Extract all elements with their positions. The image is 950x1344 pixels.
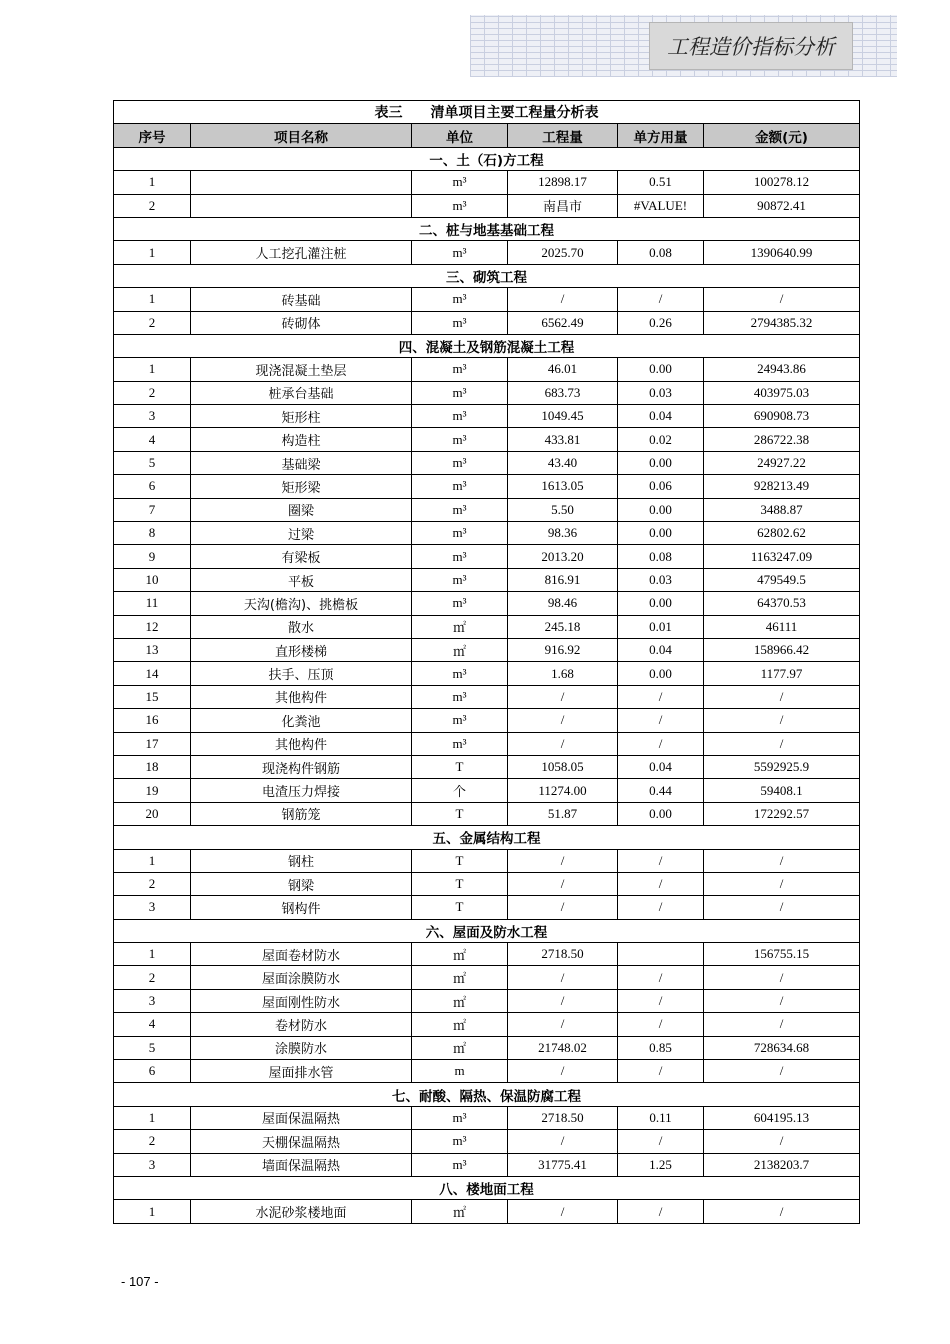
cell-item-name: 其他构件 [191, 685, 412, 708]
cell-unit: m³ [412, 1106, 508, 1129]
cell-row-index: 2 [114, 381, 191, 404]
cell-row-index: 11 [114, 592, 191, 615]
cell-amount: 286722.38 [704, 428, 860, 451]
table-row [114, 311, 860, 334]
cell-row-index: 16 [114, 709, 191, 732]
table-row [114, 428, 860, 451]
cell-unit: ㎡ [412, 615, 508, 638]
cell-unit-usage: 0.02 [618, 428, 704, 451]
cell-amount: / [704, 709, 860, 732]
cell-row-index: 17 [114, 732, 191, 755]
cell-item-name: 扶手、压顶 [191, 662, 412, 685]
cell-item-name: 构造柱 [191, 428, 412, 451]
cell-row-index: 8 [114, 522, 191, 545]
cell-unit-usage: 0.00 [618, 662, 704, 685]
cell-unit: m³ [412, 405, 508, 428]
table-row [114, 943, 860, 966]
cell-item-name: 砖砌体 [191, 311, 412, 334]
cell-quantity: / [508, 989, 618, 1012]
cell-quantity: 245.18 [508, 615, 618, 638]
table-row [114, 1153, 860, 1176]
cell-quantity: 51.87 [508, 802, 618, 825]
section-title: 五、金属结构工程 [114, 826, 860, 849]
cell-item-name: 涂膜防水 [191, 1036, 412, 1059]
cell-unit-usage: 0.26 [618, 311, 704, 334]
section-header-row [114, 826, 860, 849]
table-row [114, 288, 860, 311]
cell-unit: m³ [412, 288, 508, 311]
cell-quantity: / [508, 849, 618, 872]
table-row [114, 989, 860, 1012]
cell-unit: ㎡ [412, 1200, 508, 1223]
cell-amount: 46111 [704, 615, 860, 638]
cell-amount: / [704, 288, 860, 311]
cell-amount: 928213.49 [704, 475, 860, 498]
cell-item-name: 矩形梁 [191, 475, 412, 498]
cell-unit-usage: 0.44 [618, 779, 704, 802]
cell-amount: 728634.68 [704, 1036, 860, 1059]
cell-unit-usage: / [618, 1130, 704, 1153]
cell-quantity: 南昌市 [508, 194, 618, 217]
cell-row-index: 3 [114, 896, 191, 919]
cell-amount: 172292.57 [704, 802, 860, 825]
cell-row-index: 1 [114, 849, 191, 872]
cell-quantity: 6562.49 [508, 311, 618, 334]
cell-item-name: 屋面保温隔热 [191, 1106, 412, 1129]
table-row [114, 1036, 860, 1059]
cell-unit-usage: / [618, 989, 704, 1012]
cell-item-name: 墙面保温隔热 [191, 1153, 412, 1176]
cell-amount: 604195.13 [704, 1106, 860, 1129]
cell-unit-usage: 0.01 [618, 615, 704, 638]
table-row [114, 638, 860, 661]
cell-item-name: 砖基础 [191, 288, 412, 311]
cell-quantity: 11274.00 [508, 779, 618, 802]
cell-unit: m³ [412, 662, 508, 685]
cell-amount: 158966.42 [704, 638, 860, 661]
cell-item-name: 化粪池 [191, 709, 412, 732]
cell-unit-usage: 0.00 [618, 802, 704, 825]
table-row [114, 1106, 860, 1129]
cell-unit: m³ [412, 592, 508, 615]
cell-row-index: 14 [114, 662, 191, 685]
cell-row-index: 2 [114, 872, 191, 895]
cell-unit-usage: 0.06 [618, 475, 704, 498]
cell-row-index: 1 [114, 241, 191, 264]
cell-item-name: 直形楼梯 [191, 638, 412, 661]
col-header-amount: 金额(元) [704, 124, 860, 147]
cell-row-index: 1 [114, 1106, 191, 1129]
page-number: - 107 - [121, 1274, 159, 1289]
table-row [114, 802, 860, 825]
cell-unit: m³ [412, 522, 508, 545]
cell-quantity: / [508, 872, 618, 895]
cell-unit-usage: 0.08 [618, 545, 704, 568]
cell-quantity: 1058.05 [508, 755, 618, 778]
cell-row-index: 1 [114, 358, 191, 381]
cell-row-index: 7 [114, 498, 191, 521]
cell-quantity: 1613.05 [508, 475, 618, 498]
cell-unit: ㎡ [412, 943, 508, 966]
cell-unit: T [412, 896, 508, 919]
cell-item-name: 屋面涂膜防水 [191, 966, 412, 989]
cell-unit-usage: 0.00 [618, 498, 704, 521]
cell-item-name: 人工挖孔灌注桩 [191, 241, 412, 264]
cell-row-index: 4 [114, 428, 191, 451]
section-title: 六、屋面及防水工程 [114, 919, 860, 942]
section-header-row [114, 1083, 860, 1106]
section-title: 四、混凝土及钢筋混凝土工程 [114, 334, 860, 357]
cell-amount: 64370.53 [704, 592, 860, 615]
col-header-name: 项目名称 [191, 124, 412, 147]
cell-item-name: 现浇混凝土垫层 [191, 358, 412, 381]
cell-item-name: 有梁板 [191, 545, 412, 568]
section-title: 七、耐酸、隔热、保温防腐工程 [114, 1083, 860, 1106]
table-row [114, 381, 860, 404]
cell-row-index: 20 [114, 802, 191, 825]
cell-quantity: / [508, 966, 618, 989]
cell-unit: 个 [412, 779, 508, 802]
cell-quantity: / [508, 732, 618, 755]
table-row [114, 685, 860, 708]
cell-quantity: 2718.50 [508, 1106, 618, 1129]
cell-quantity: 1049.45 [508, 405, 618, 428]
cell-item-name [191, 194, 412, 217]
cell-unit-usage: 0.11 [618, 1106, 704, 1129]
cell-quantity: 433.81 [508, 428, 618, 451]
cell-row-index: 13 [114, 638, 191, 661]
table-row [114, 498, 860, 521]
cell-row-index: 12 [114, 615, 191, 638]
cell-unit: m³ [412, 311, 508, 334]
cell-quantity: / [508, 709, 618, 732]
cell-unit: m³ [412, 568, 508, 591]
cell-unit: m³ [412, 475, 508, 498]
cell-amount: 479549.5 [704, 568, 860, 591]
cell-quantity: 46.01 [508, 358, 618, 381]
cell-item-name: 天棚保温隔热 [191, 1130, 412, 1153]
cell-amount: 1177.97 [704, 662, 860, 685]
cell-row-index: 4 [114, 1013, 191, 1036]
cell-item-name: 圈梁 [191, 498, 412, 521]
section-title: 三、砌筑工程 [114, 264, 860, 287]
table-row [114, 568, 860, 591]
cell-unit: ㎡ [412, 638, 508, 661]
cell-item-name: 桩承台基础 [191, 381, 412, 404]
cell-unit-usage: / [618, 896, 704, 919]
cell-amount: / [704, 1060, 860, 1083]
section-title: 二、桩与地基基础工程 [114, 217, 860, 240]
cell-quantity: / [508, 1130, 618, 1153]
cell-unit-usage: / [618, 849, 704, 872]
cell-amount: 5592925.9 [704, 755, 860, 778]
cell-row-index: 2 [114, 1130, 191, 1153]
table-row [114, 849, 860, 872]
cell-unit: m³ [412, 685, 508, 708]
section-header-row [114, 1176, 860, 1199]
cell-amount: / [704, 1013, 860, 1036]
table-row [114, 194, 860, 217]
table-caption-row [114, 101, 860, 124]
cell-quantity: 43.40 [508, 451, 618, 474]
cell-unit-usage: 0.51 [618, 171, 704, 194]
cell-row-index: 1 [114, 943, 191, 966]
cell-item-name: 矩形柱 [191, 405, 412, 428]
cell-quantity: / [508, 1200, 618, 1223]
cell-amount: 2138203.7 [704, 1153, 860, 1176]
cell-quantity: / [508, 1060, 618, 1083]
cell-unit: ㎡ [412, 1013, 508, 1036]
cell-amount: 690908.73 [704, 405, 860, 428]
cell-item-name: 过梁 [191, 522, 412, 545]
cell-unit-usage: 0.00 [618, 522, 704, 545]
cell-unit: m³ [412, 451, 508, 474]
cell-row-index: 1 [114, 288, 191, 311]
cell-item-name: 电渣压力焊接 [191, 779, 412, 802]
table-row [114, 662, 860, 685]
cell-unit: m³ [412, 545, 508, 568]
table-row [114, 755, 860, 778]
cell-unit: m³ [412, 1130, 508, 1153]
cell-amount: 1163247.09 [704, 545, 860, 568]
cell-row-index: 2 [114, 966, 191, 989]
cell-unit: T [412, 755, 508, 778]
cell-amount: / [704, 966, 860, 989]
cell-unit-usage: / [618, 685, 704, 708]
cell-item-name: 卷材防水 [191, 1013, 412, 1036]
cell-amount: 100278.12 [704, 171, 860, 194]
table-row [114, 1200, 860, 1223]
cell-quantity: 2718.50 [508, 943, 618, 966]
cell-item-name: 钢构件 [191, 896, 412, 919]
cell-unit: m³ [412, 171, 508, 194]
cell-amount: 3488.87 [704, 498, 860, 521]
cell-amount: / [704, 1130, 860, 1153]
table-header-row [114, 124, 860, 147]
cell-amount: / [704, 896, 860, 919]
cell-amount: 156755.15 [704, 943, 860, 966]
table-row [114, 1013, 860, 1036]
cell-item-name: 钢柱 [191, 849, 412, 872]
cell-amount: 90872.41 [704, 194, 860, 217]
col-header-quantity: 工程量 [508, 124, 618, 147]
cell-row-index: 9 [114, 545, 191, 568]
table-row [114, 1060, 860, 1083]
cell-unit: T [412, 872, 508, 895]
table-row [114, 171, 860, 194]
col-header-unit-usage: 单方用量 [618, 124, 704, 147]
cell-unit: ㎡ [412, 989, 508, 1012]
table-row [114, 522, 860, 545]
cell-unit: m [412, 1060, 508, 1083]
table-row [114, 592, 860, 615]
table-row [114, 451, 860, 474]
cell-quantity: 683.73 [508, 381, 618, 404]
table-row [114, 1130, 860, 1153]
cell-amount: 24927.22 [704, 451, 860, 474]
cell-unit-usage: 0.03 [618, 568, 704, 591]
cell-unit-usage: 0.04 [618, 755, 704, 778]
cell-unit: m³ [412, 381, 508, 404]
cell-item-name: 钢梁 [191, 872, 412, 895]
table-row [114, 966, 860, 989]
cell-quantity: 816.91 [508, 568, 618, 591]
cell-item-name: 屋面刚性防水 [191, 989, 412, 1012]
cell-unit: m³ [412, 241, 508, 264]
cell-row-index: 1 [114, 171, 191, 194]
cell-unit: T [412, 849, 508, 872]
cell-unit-usage: 0.04 [618, 405, 704, 428]
cell-quantity: 916.92 [508, 638, 618, 661]
cell-unit: m³ [412, 1153, 508, 1176]
cell-item-name [191, 171, 412, 194]
table-row [114, 779, 860, 802]
cell-row-index: 15 [114, 685, 191, 708]
cell-row-index: 3 [114, 1153, 191, 1176]
cell-row-index: 6 [114, 1060, 191, 1083]
cell-unit-usage: 0.03 [618, 381, 704, 404]
cell-amount: 24943.86 [704, 358, 860, 381]
cell-quantity: 2013.20 [508, 545, 618, 568]
section-title: 八、楼地面工程 [114, 1176, 860, 1199]
cell-amount: 1390640.99 [704, 241, 860, 264]
cell-row-index: 2 [114, 194, 191, 217]
cell-row-index: 3 [114, 405, 191, 428]
cell-amount: / [704, 685, 860, 708]
section-header-row [114, 147, 860, 170]
cell-row-index: 1 [114, 1200, 191, 1223]
table-row [114, 358, 860, 381]
cell-unit-usage: / [618, 966, 704, 989]
cell-unit-usage: 0.00 [618, 451, 704, 474]
cell-quantity: 98.46 [508, 592, 618, 615]
cell-unit-usage: 0.85 [618, 1036, 704, 1059]
quantity-analysis-table [113, 100, 860, 1224]
cell-item-name: 天沟(檐沟)、挑檐板 [191, 592, 412, 615]
cell-quantity: 5.50 [508, 498, 618, 521]
cell-amount: / [704, 732, 860, 755]
cell-item-name: 平板 [191, 568, 412, 591]
cell-item-name: 水泥砂浆楼地面 [191, 1200, 412, 1223]
cell-quantity: 2025.70 [508, 241, 618, 264]
cell-item-name: 屋面卷材防水 [191, 943, 412, 966]
cell-row-index: 5 [114, 451, 191, 474]
cell-row-index: 18 [114, 755, 191, 778]
cell-quantity: 31775.41 [508, 1153, 618, 1176]
cell-quantity: 21748.02 [508, 1036, 618, 1059]
cell-unit: ㎡ [412, 966, 508, 989]
cell-quantity: / [508, 896, 618, 919]
cell-amount: / [704, 849, 860, 872]
cell-amount: 62802.62 [704, 522, 860, 545]
cell-unit-usage: / [618, 1013, 704, 1036]
cell-amount: / [704, 1200, 860, 1223]
col-header-unit: 单位 [412, 124, 508, 147]
table-row [114, 545, 860, 568]
section-header-row [114, 264, 860, 287]
cell-quantity: 98.36 [508, 522, 618, 545]
table-row [114, 405, 860, 428]
cell-unit-usage: / [618, 872, 704, 895]
cell-row-index: 10 [114, 568, 191, 591]
cell-item-name: 现浇构件钢筋 [191, 755, 412, 778]
cell-row-index: 3 [114, 989, 191, 1012]
cell-unit-usage: / [618, 732, 704, 755]
cell-row-index: 6 [114, 475, 191, 498]
cell-quantity: 1.68 [508, 662, 618, 685]
cell-unit-usage: 0.00 [618, 358, 704, 381]
cell-unit: m³ [412, 358, 508, 381]
cell-unit-usage: 0.08 [618, 241, 704, 264]
cell-unit-usage: 0.00 [618, 592, 704, 615]
cell-quantity: / [508, 288, 618, 311]
section-title: 一、土（石)方工程 [114, 147, 860, 170]
cell-unit: T [412, 802, 508, 825]
cell-quantity: / [508, 1013, 618, 1036]
cell-quantity: 12898.17 [508, 171, 618, 194]
cell-amount: 403975.03 [704, 381, 860, 404]
cell-amount: / [704, 872, 860, 895]
table-row [114, 615, 860, 638]
cell-unit: m³ [412, 498, 508, 521]
cell-amount: / [704, 989, 860, 1012]
cell-item-name: 基础梁 [191, 451, 412, 474]
cell-unit-usage: / [618, 709, 704, 732]
section-header-row [114, 217, 860, 240]
cell-item-name: 屋面排水管 [191, 1060, 412, 1083]
cell-unit-usage [618, 943, 704, 966]
cell-unit: ㎡ [412, 1036, 508, 1059]
cell-item-name: 其他构件 [191, 732, 412, 755]
section-header-row [114, 919, 860, 942]
cell-unit-usage: 0.04 [618, 638, 704, 661]
col-header-index: 序号 [114, 124, 191, 147]
cell-quantity: / [508, 685, 618, 708]
cell-unit: m³ [412, 709, 508, 732]
cell-row-index: 19 [114, 779, 191, 802]
cell-unit-usage: / [618, 288, 704, 311]
table-row [114, 896, 860, 919]
cell-unit-usage: 1.25 [618, 1153, 704, 1176]
cell-item-name: 钢筋笼 [191, 802, 412, 825]
cell-unit: m³ [412, 194, 508, 217]
table-row [114, 241, 860, 264]
cell-item-name: 散水 [191, 615, 412, 638]
cell-amount: 59408.1 [704, 779, 860, 802]
table-title: 表三 清单项目主要工程量分析表 [114, 101, 860, 124]
cell-row-index: 2 [114, 311, 191, 334]
table-row [114, 732, 860, 755]
cell-unit: m³ [412, 428, 508, 451]
cell-row-index: 5 [114, 1036, 191, 1059]
section-header-row [114, 334, 860, 357]
header-title: 工程造价指标分析 [649, 22, 853, 70]
cell-amount: 2794385.32 [704, 311, 860, 334]
table-row [114, 709, 860, 732]
table-row [114, 475, 860, 498]
table-row [114, 872, 860, 895]
cell-unit-usage: / [618, 1060, 704, 1083]
cell-unit-usage: #VALUE! [618, 194, 704, 217]
cell-unit: m³ [412, 732, 508, 755]
cell-unit-usage: / [618, 1200, 704, 1223]
